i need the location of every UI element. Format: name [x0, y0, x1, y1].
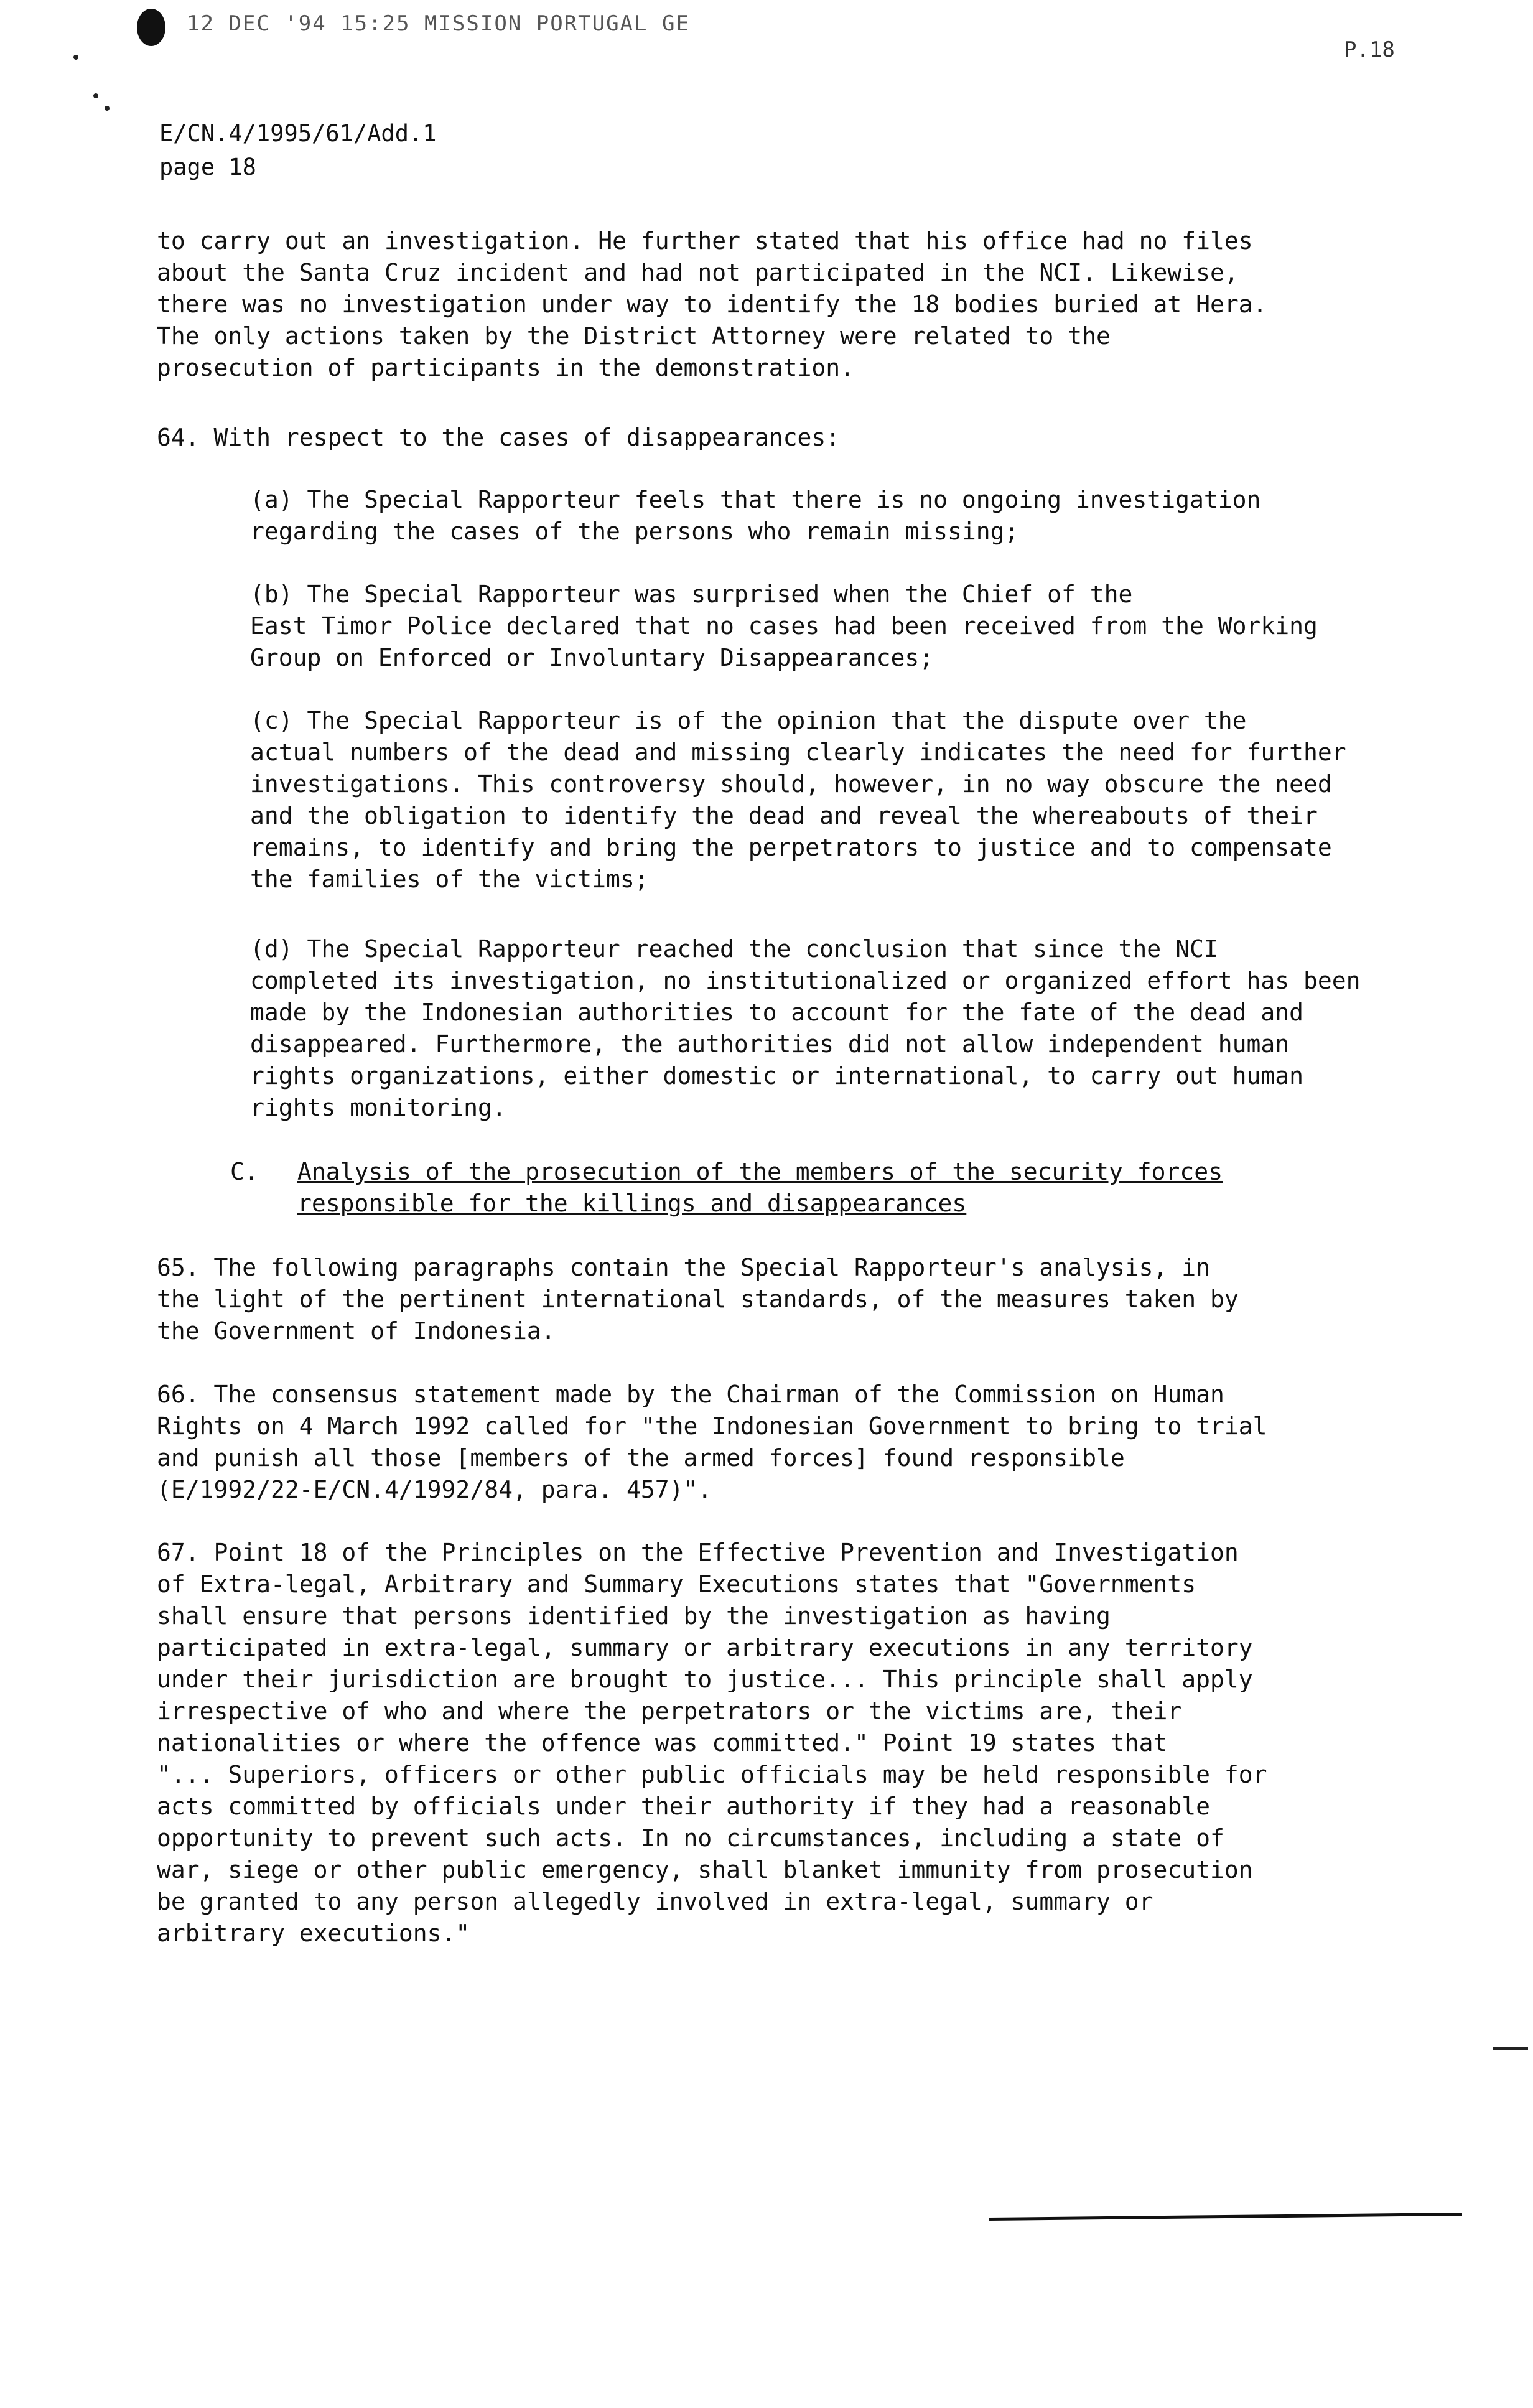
paragraph-64-intro: 64. With respect to the cases of disappearances:: [157, 424, 841, 451]
section-heading-c: [230, 1156, 1412, 1220]
page-number: page 18: [159, 154, 256, 180]
paragraph-65: 65. The following paragraphs contain the Special Rapporteur's analysis, in the light of the pertinent international standards, of the measures taken by the Government of Indonesia.: [157, 1254, 1239, 1345]
scan-speck: [105, 106, 110, 111]
signature-line: [989, 2213, 1462, 2221]
section-letter: C.: [230, 1158, 259, 1185]
paragraph-64c: (c) The Special Rapporteur is of the opinion that the dispute over the actual numbers of the dead and missing clearly indicates the need for further investigations. This controversy should, however, in no way obscure the need and the obligation to identify the dead and reveal the whereabouts of their remains, to identify and bring the perpetrators to justice and to compensate the families of the victims;: [250, 707, 1346, 893]
paragraph-64b: (b) The Special Rapporteur was surprised when the Chief of the East Timor Police declared that no cases had been received from the Working Group on Enforced or Involuntary Disappearances;: [250, 581, 1318, 671]
fax-transmission-header: 12 DEC '94 15:25 MISSION PORTUGAL GE: [187, 11, 690, 36]
paragraph-64a: (a) The Special Rapporteur feels that there is no ongoing investigation regarding the cases of the persons who remain missing;: [250, 486, 1261, 545]
paragraph-67: 67. Point 18 of the Principles on the Effective Prevention and Investigation of Extra-legal, Arbitrary and Summary Executions states that "Governments shall ensure that persons identified by the investigation as having participated in extra-legal, summary or arbitrary executions in any territory under their jurisdiction are brought to justice... This principle shall apply irrespective of who and where the perpetrators or the victims are, their nationalities or where the offence was committed." Point 19 states that "... Superiors, officers or other public officials may be held responsible for acts committed by officials under their authority if they had a reasonable opportunity to prevent such acts. In no circumstances, including a state of war, siege or other public emergency, shall blanket immunity from prosecution be granted to any person allegedly involved in extra-legal, summary or arbitrary executions.": [157, 1539, 1267, 1947]
fax-artifact-blob: [137, 9, 165, 46]
paragraph-66: 66. The consensus statement made by the Chairman of the Commission on Human Rights on 4 March 1992 called for "the Indonesian Government to bring to trial and punish all those [members of the armed forces] found responsible (E/1992/22-E/CN.4/1992/84, para. 457)".: [157, 1381, 1267, 1503]
scan-speck: [93, 93, 98, 98]
section-title: Analysis of the prosecution of the members of the security forces responsible for the killings and disappearances: [297, 1158, 1223, 1217]
fax-page-mark: P.18: [1344, 37, 1395, 62]
document-reference: [159, 117, 437, 184]
document-symbol: E/CN.4/1995/61/Add.1: [159, 120, 437, 147]
paragraph-64d: (d) The Special Rapporteur reached the conclusion that since the NCI completed its investigation, no institutionalized or organized effort has been made by the Indonesian authorities to account for the fate of the dead and disappeared. Furthermore, the authorities did not allow independent human rights organizations, either domestic or international, to carry out human rights monitoring.: [250, 935, 1361, 1121]
scan-margin-mark: [1493, 2047, 1528, 2050]
paragraph-63-continuation: to carry out an investigation. He further stated that his office had no files about the Santa Cruz incident and had not participated in the NCI. Likewise, there was no investigation under way to identify the 18 bodies buried at Hera. The only actions taken by the District Attorney were related to the prosecution of participants in the demonstration.: [157, 227, 1267, 381]
scan-speck: [73, 55, 78, 60]
